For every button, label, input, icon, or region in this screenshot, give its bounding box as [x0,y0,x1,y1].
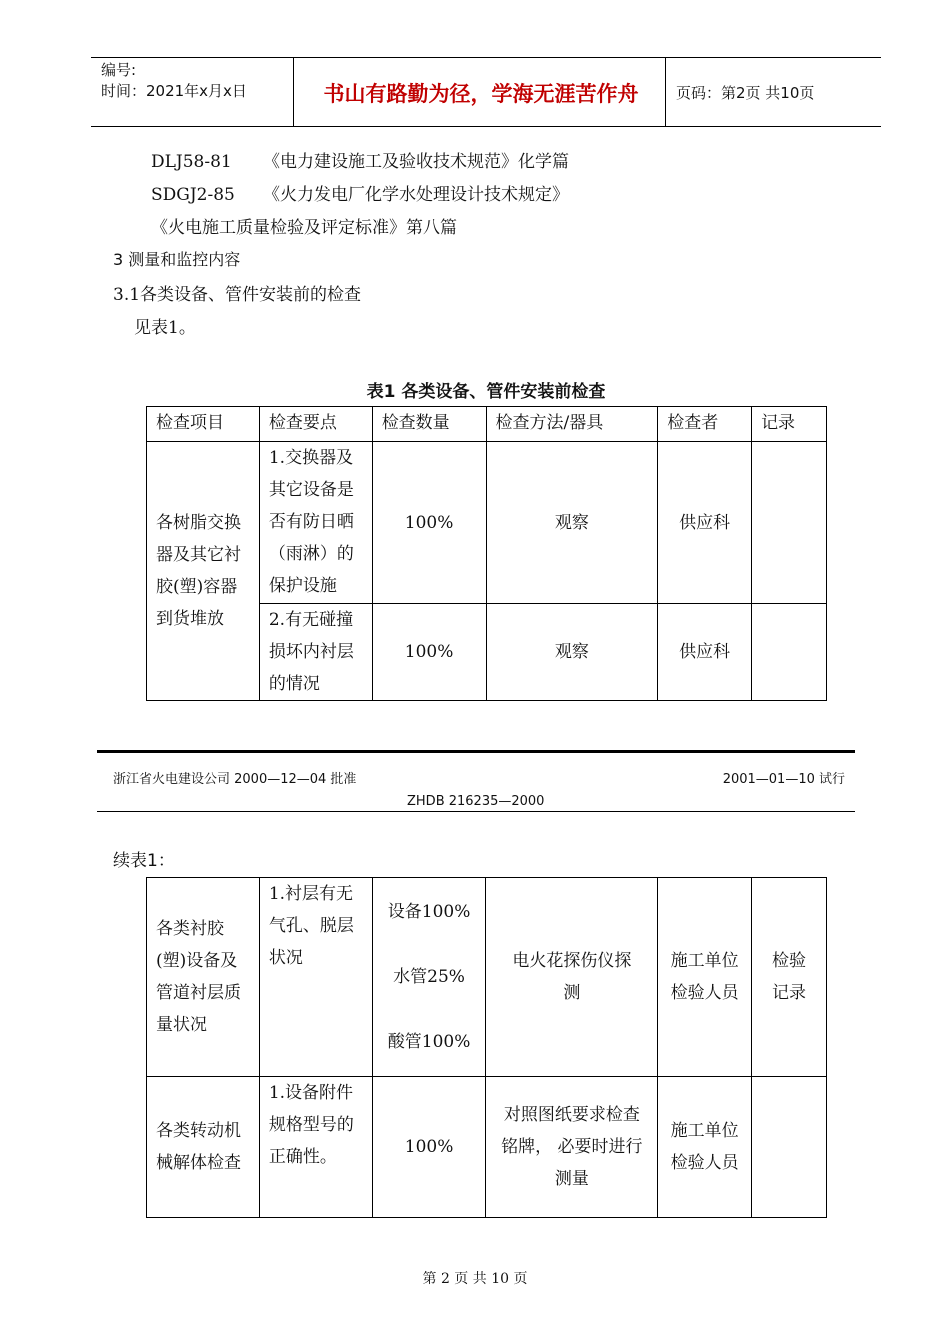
reference-line [151,180,569,205]
header-divider [293,58,294,126]
item-text: 各类转动机械解体检查 [156,1121,241,1173]
point-cell [259,604,372,701]
reference-line [151,213,457,238]
header-text: 检查项目 [156,413,224,433]
time-label: 时间：2021年x月x日 [101,82,247,100]
item-text: 各类衬胶(塑)设备及管道衬层质量状况 [156,919,241,1035]
reference-title: 《火力发电厂化学水处理设计技术规定》 [263,185,569,205]
table-row [147,878,827,1077]
qty-cell: 100% [372,1077,486,1218]
subsection-heading: 3.1各类设备、管件安装前的检查 [113,285,362,305]
table-header-row [147,407,827,442]
inspector-cell: 供应科 [658,604,752,701]
header-cell [372,407,486,442]
point-text: 2.有无碰撞损坏内衬层的情况 [268,610,354,694]
header-text: 检查要点 [268,413,337,433]
item-cell [147,878,260,1077]
reference-code: SDGJ2-85 [151,185,235,205]
record-cell [752,878,827,1077]
header-cell [752,407,827,442]
standard-code: ZHDB 216235—2000 [407,794,545,809]
method-cell [486,878,658,1077]
qty-text: 设备100% [387,901,471,922]
method-cell [486,1077,658,1218]
header-text: 检查者 [667,413,719,433]
inspector-text: 施工单位检验人员 [670,1121,739,1173]
header-cell [259,407,372,442]
header-page-info: 页码：第2页 共10页 [676,84,815,102]
qty-text: 酸管100% [387,1031,471,1052]
header-text: 检查数量 [381,413,450,433]
reference-title: 《电力建设施工及验收技术规范》化学篇 [263,152,569,172]
record-cell [752,442,827,604]
point-cell [259,1077,372,1218]
page-footer: 第 2 页 共 10 页 [422,1271,528,1287]
qty-text: 水管25% [393,966,465,987]
point-text: 1.衬层有无气孔、脱层状况 [268,884,354,968]
number-label: 编号: [101,61,137,79]
table-caption: 表1 各类设备、管件安装前检查 [366,382,606,402]
reference-title: 《火电施工质量检验及评定标准》第八篇 [151,218,457,238]
header-text: 记录 [761,413,796,433]
point-cell [259,442,372,604]
method-cell: 观察 [486,604,658,701]
method-cell: 观察 [486,442,658,604]
record-cell [752,604,827,701]
inspection-table [146,406,827,701]
inspector-text: 施工单位检验人员 [670,951,739,1003]
item-cell [147,442,260,701]
header-motto: 书山有路勤为径，学海无涯苦作舟 [323,82,639,106]
point-text: 1.设备附件规格型号的正确性。 [268,1083,354,1167]
record-text: 检验记录 [772,951,807,1003]
footer-rule [97,750,855,753]
record-cell [752,1077,827,1218]
point-text: 1.交换器及其它设备是否有防日晒（雨淋）的保护设施 [268,448,354,596]
footer-rule [97,811,855,812]
reference-code: DLJ58-81 [151,152,232,172]
item-cell [147,1077,260,1218]
qty-cell: 100% [372,604,486,701]
point-cell [259,878,372,1077]
trial-text: 2001—01—10 试行 [722,772,845,787]
inspector-cell [658,878,752,1077]
header-cell [486,407,658,442]
qty-cell: 100% [372,442,486,604]
approval-text: 浙江省火电建设公司 2000—12—04 批准 [113,772,357,787]
method-text: 对照图纸要求检查铭牌， 必要时进行测量 [501,1105,643,1189]
table-row [147,1077,827,1218]
header-cell [658,407,752,442]
item-text: 各树脂交换器及其它衬胶(塑)容器到货堆放 [156,513,241,629]
table-row [147,442,827,604]
header-cell [147,407,260,442]
inspector-cell [658,1077,752,1218]
section-heading: 3 测量和监控内容 [113,250,241,269]
see-table-text: 见表1。 [134,318,196,338]
inspector-cell: 供应科 [658,442,752,604]
method-text: 电火花探伤仪探测 [512,951,632,1003]
qty-cell [372,878,486,1077]
reference-line [151,147,569,172]
continued-table [146,877,827,1218]
continued-label: 续表1： [113,851,175,871]
header-meta [101,60,247,102]
header-text: 检查方法/器具 [495,413,604,433]
page-header [91,57,881,127]
